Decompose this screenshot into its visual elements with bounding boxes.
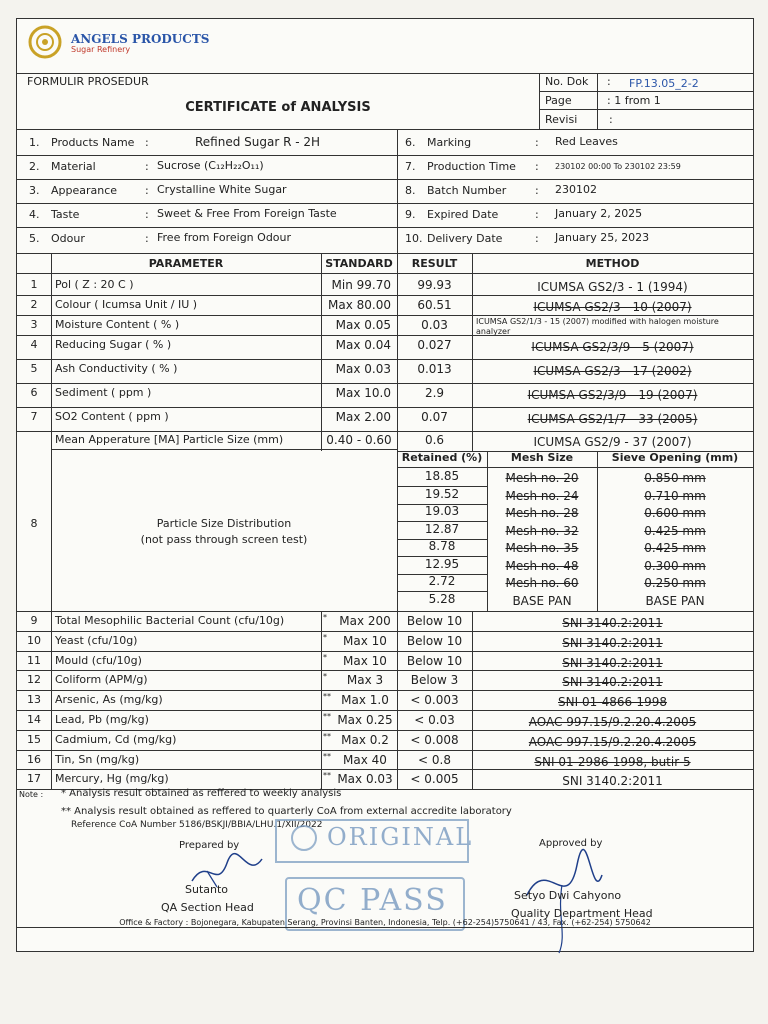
document-title: CERTIFICATE of ANALYSIS — [185, 100, 371, 115]
psd-sieve: BASE PAN — [645, 593, 705, 608]
info-right-value: January 25, 2023 — [555, 231, 650, 244]
no-dok-value: FP.13.05_2-2 — [629, 77, 699, 90]
table-divider — [17, 690, 753, 691]
info-right-sep: : — [535, 160, 539, 173]
row-lab-mark: ** — [323, 692, 331, 702]
info-left-value: Sweet & Free From Foreign Taste — [157, 207, 337, 220]
row-result: Below 10 — [406, 614, 463, 628]
row-standard: Min 99.70 — [331, 278, 391, 292]
row-lab-mark: * — [323, 613, 327, 622]
table-divider — [472, 253, 473, 451]
psd-retained: 5.28 — [428, 591, 456, 606]
table-divider — [17, 710, 753, 711]
row-method: ICUMSA GS2/3 - 10 (2007) — [533, 300, 692, 314]
row-standard: Max 200 — [339, 614, 391, 628]
row-number: 6 — [30, 386, 38, 399]
info-left-value: Free from Foreign Odour — [157, 231, 292, 244]
row-result: 2.9 — [424, 386, 445, 400]
row-parameter: Pol ( Z : 20 C ) — [55, 278, 134, 291]
row-method: SNI 3140.2:2011 — [562, 774, 663, 789]
info-right-num: 6. — [405, 136, 416, 149]
row-standard: Max 10 — [343, 653, 387, 668]
psd-sieve: 0.425 mm — [644, 523, 706, 538]
psd-mesh: Mesh no. 24 — [505, 488, 579, 503]
col-header-method: METHOD — [585, 257, 640, 270]
psd-subtitle: (not pass through screen test) — [140, 533, 308, 546]
row-parameter: Mould (cfu/10g) — [55, 653, 142, 667]
note-line-3: Reference CoA Number 5186/BSKJI/BBIA/LHU.1/XII/2022 — [71, 820, 323, 830]
psd-sieve: 0.300 mm — [644, 558, 706, 573]
row-lab-mark: * — [323, 652, 327, 662]
note-label: Note : — [19, 790, 44, 799]
info-left-label: Taste — [51, 208, 80, 221]
row8-method: ICUMSA GS2/9 - 37 (2007) — [533, 435, 692, 449]
row-lab-mark: ** — [323, 712, 331, 721]
row-number: 12 — [27, 673, 41, 687]
row-standard: Max 0.05 — [335, 318, 391, 332]
company-division: Sugar Refinery — [71, 45, 131, 54]
row-method: ICUMSA GS2/3/9 - 5 (2007) — [531, 340, 694, 354]
no-dok-label: No. Dok — [545, 75, 589, 88]
info-right-label: Production Time — [427, 160, 516, 173]
row-number: 14 — [27, 713, 41, 726]
table-divider — [597, 451, 598, 611]
table-divider — [472, 611, 473, 789]
approved-title: Quality Department Head — [511, 907, 653, 920]
row-result: Below 10 — [406, 653, 463, 668]
psd-header-mesh: Mesh Size — [510, 451, 574, 464]
info-right-label: Delivery Date — [427, 232, 503, 245]
info-right-label: Batch Number — [427, 184, 507, 197]
page-value: : 1 from 1 — [607, 94, 661, 107]
table-divider — [321, 253, 322, 451]
row-method: ICUMSA GS2/3 - 17 (2002) — [533, 364, 692, 378]
info-left-value: Crystalline White Sugar — [157, 183, 287, 196]
psd-retained: 2.72 — [428, 574, 456, 588]
original-stamp-text: ORIGINAL — [327, 823, 474, 851]
info-right-num: 7. — [405, 160, 416, 173]
psd-mesh: BASE PAN — [512, 593, 572, 608]
row-parameter: Reducing Sugar ( % ) — [55, 338, 172, 351]
row-standard: Max 40 — [343, 752, 387, 767]
row-number: 8 — [30, 517, 38, 530]
row-number: 9 — [30, 614, 38, 627]
table-divider — [17, 750, 753, 751]
row-method: SNI 3140.2:2011 — [562, 635, 663, 650]
psd-sieve: 0.600 mm — [644, 506, 706, 520]
info-left-num: 2. — [29, 160, 40, 173]
info-left-sep: : — [145, 160, 149, 173]
info-right-sep: : — [535, 232, 539, 245]
table-divider — [321, 611, 322, 789]
info-left-label: Odour — [51, 232, 85, 245]
certificate-page — [16, 18, 754, 952]
row-result: < 0.005 — [410, 772, 459, 787]
note-line-1: * Analysis result obtained as reffered to weekly analysis — [61, 788, 342, 799]
row-parameter: Total Mesophilic Bacterial Count (cfu/10g) — [55, 614, 285, 627]
psd-retained: 8.78 — [428, 539, 456, 553]
info-left-label: Products Name — [51, 136, 135, 149]
row-standard: Max 2.00 — [335, 410, 391, 424]
row-lab-mark: * — [323, 632, 327, 642]
info-left-label: Appearance — [51, 184, 118, 197]
row-number: 15 — [27, 732, 41, 746]
psd-retained: 19.03 — [424, 504, 460, 518]
table-divider — [17, 359, 753, 360]
row-number: 5 — [30, 362, 38, 375]
info-right-sep: : — [535, 208, 539, 221]
row8-parameter: Mean Apperature [MA] Particle Size (mm) — [55, 433, 284, 446]
table-divider — [17, 631, 753, 632]
psd-sieve: 0.250 mm — [644, 576, 706, 590]
table-divider — [17, 273, 753, 274]
row-method: SNI 3140.2:2011 — [562, 675, 663, 690]
row-number: 1 — [30, 278, 38, 291]
row-standard: Max 80.00 — [328, 298, 391, 312]
company-logo-icon — [23, 25, 67, 59]
table-divider — [17, 651, 753, 652]
table-divider — [17, 295, 753, 296]
qc-pass-stamp-text: QC PASS — [297, 883, 448, 918]
table-divider — [51, 449, 397, 450]
row-standard: Max 10 — [343, 633, 387, 648]
row-parameter: SO2 Content ( ppm ) — [55, 410, 169, 423]
row-standard: Max 0.03 — [337, 772, 393, 787]
row-parameter: Ash Conductivity ( % ) — [55, 362, 178, 375]
table-divider — [17, 407, 753, 408]
row-method: SNI 3140.2:2011 — [562, 616, 663, 630]
info-left-num: 3. — [29, 184, 40, 197]
table-divider — [51, 253, 52, 789]
info-right-value: January 2, 2025 — [555, 207, 643, 220]
row-method: AOAC 997.15/9.2.20.4.2005 — [528, 715, 697, 729]
col-header-result: RESULT — [411, 257, 458, 270]
table-divider — [17, 730, 753, 731]
info-left-label: Material — [51, 160, 96, 173]
info-left-sep: : — [145, 232, 149, 245]
info-right-num: 9. — [405, 208, 416, 221]
info-right-label: Marking — [427, 136, 472, 149]
row-method: SNI 01-2986-1998, butir 5 — [534, 754, 691, 769]
psd-retained: 18.85 — [424, 469, 460, 483]
row-result: 0.03 — [421, 318, 448, 332]
row-method: SNI 01-4866-1998 — [558, 695, 667, 710]
row-standard: Max 10.0 — [335, 386, 391, 400]
prepared-name: Sutanto — [185, 883, 229, 896]
info-right-num: 10. — [405, 232, 423, 245]
row-number: 10 — [27, 633, 41, 647]
psd-retained: 12.95 — [424, 556, 460, 571]
table-divider — [17, 335, 753, 336]
psd-mesh: Mesh no. 20 — [505, 471, 579, 485]
revisi-label: Revisi — [545, 113, 578, 126]
psd-retained: 12.87 — [424, 521, 460, 536]
row8-standard: 0.40 - 0.60 — [326, 433, 392, 447]
psd-retained: 19.52 — [424, 486, 460, 501]
table-divider — [397, 253, 398, 789]
stamp-seal-icon — [291, 825, 317, 851]
no-dok-sep: : — [607, 75, 611, 88]
row-parameter: Mercury, Hg (mg/kg) — [55, 772, 169, 786]
table-divider — [17, 383, 753, 384]
info-right-value: 230102 — [555, 183, 597, 196]
info-divider — [17, 155, 753, 156]
page-label: Page — [545, 94, 572, 107]
row-standard: Max 0.25 — [337, 713, 393, 727]
company-name: ANGELS PRODUCTS — [71, 32, 210, 46]
psd-mesh: Mesh no. 48 — [505, 558, 579, 573]
row-result: 0.07 — [421, 410, 448, 424]
psd-sieve: 0.850 mm — [644, 471, 706, 485]
prepared-by-label: Prepared by — [179, 840, 240, 851]
col-header-standard: STANDARD — [325, 257, 393, 270]
prepared-title: QA Section Head — [161, 901, 254, 914]
table-divider — [397, 467, 753, 468]
info-left-value: Sucrose (C₁₂H₂₂O₁₁) — [157, 159, 264, 172]
info-divider — [17, 253, 753, 254]
info-left-num: 5. — [29, 232, 40, 245]
info-divider — [17, 203, 753, 204]
info-right-value: Red Leaves — [555, 135, 618, 148]
note-line-2: ** Analysis result obtained as reffered to quarterly CoA from external accredite laboratory — [61, 806, 512, 817]
row-result: 0.013 — [417, 362, 452, 376]
row-result: < 0.03 — [414, 713, 455, 727]
row-parameter: Lead, Pb (mg/kg) — [55, 713, 149, 726]
approved-name: Setyo Dwi Cahyono — [514, 889, 622, 902]
info-right-num: 8. — [405, 184, 416, 197]
row-lab-mark: ** — [323, 751, 331, 761]
info-left-num: 4. — [29, 208, 40, 221]
row-parameter: Coliform (APM/g) — [55, 673, 148, 687]
info-right-value: 230102 00:00 To 230102 23:59 — [555, 162, 681, 171]
row-result: Below 10 — [406, 633, 463, 648]
psd-mesh: Mesh no. 60 — [505, 576, 579, 590]
info-left-sep: : — [145, 208, 149, 221]
row-result: Below 3 — [410, 673, 459, 688]
table-divider — [17, 431, 753, 432]
info-right-sep: : — [535, 136, 539, 149]
row-number: 16 — [27, 752, 41, 766]
row-standard: Max 0.04 — [335, 338, 391, 352]
row-lab-mark: * — [323, 672, 327, 682]
row-parameter: Arsenic, As (mg/kg) — [55, 693, 163, 707]
row-parameter: Colour ( Icumsa Unit / IU ) — [55, 298, 198, 311]
psd-sieve: 0.425 mm — [644, 541, 706, 555]
psd-mesh: Mesh no. 35 — [505, 541, 579, 555]
table-divider — [487, 451, 488, 611]
row-number: 4 — [30, 338, 38, 351]
row-result: < 0.008 — [410, 732, 459, 747]
row-result: < 0.003 — [410, 693, 459, 708]
row-lab-mark: ** — [323, 771, 331, 781]
col-header-parameter: PARAMETER — [148, 257, 224, 270]
info-right-label: Expired Date — [427, 208, 499, 221]
approved-by-label: Approved by — [539, 838, 603, 849]
form-label: FORMULIR PROSEDUR — [27, 75, 149, 88]
row-standard: Max 0.03 — [335, 362, 391, 376]
table-divider — [17, 611, 753, 612]
row-number: 2 — [30, 298, 38, 311]
psd-header-sieve: Sieve Opening (mm) — [611, 451, 739, 464]
row-parameter: Cadmium, Cd (mg/kg) — [55, 732, 177, 746]
info-divider — [17, 179, 753, 180]
row-result: < 0.8 — [418, 752, 451, 767]
info-left-sep: : — [145, 136, 149, 149]
row-number: 11 — [27, 653, 41, 667]
info-left-num: 1. — [29, 136, 40, 149]
row-parameter: Yeast (cfu/10g) — [55, 633, 138, 647]
row-method: ICUMSA GS2/3/9 - 19 (2007) — [527, 388, 698, 402]
row-number: 3 — [30, 318, 38, 331]
info-right-sep: : — [535, 184, 539, 197]
row-number: 7 — [30, 410, 38, 423]
row-result: 0.027 — [417, 338, 452, 352]
psd-mesh: Mesh no. 28 — [505, 506, 579, 520]
row-method: ICUMSA GS2/3 - 1 (1994) — [537, 280, 688, 294]
row-result: 99.93 — [417, 278, 452, 292]
row-method: AOAC 997.15/9.2.20.4.2005 — [528, 734, 697, 749]
row-result: 60.51 — [417, 298, 452, 312]
row-parameter: Moisture Content ( % ) — [55, 318, 180, 331]
table-divider — [17, 769, 753, 770]
psd-mesh: Mesh no. 32 — [505, 523, 579, 538]
table-divider — [17, 315, 753, 316]
row-standard: Max 3 — [346, 673, 384, 688]
row-standard: Max 1.0 — [341, 693, 389, 708]
row-parameter: Tin, Sn (mg/kg) — [55, 752, 140, 766]
row-parameter: Sediment ( ppm ) — [55, 386, 152, 399]
row-standard: Max 0.2 — [341, 732, 389, 747]
psd-title: Particle Size Distribution — [156, 517, 292, 530]
revisi-value: : — [609, 113, 613, 126]
row-method: ICUMSA GS2/1/3 - 15 (2007) modified with halogen moisture analyzer — [476, 317, 719, 336]
row-method: ICUMSA GS2/1/7 - 33 (2005) — [527, 412, 698, 426]
info-left-value: Refined Sugar R - 2H — [195, 135, 321, 149]
row-number: 17 — [27, 772, 41, 786]
row-lab-mark: ** — [323, 731, 331, 741]
info-left-sep: : — [145, 184, 149, 197]
original-stamp — [275, 819, 474, 863]
row-number: 13 — [27, 693, 41, 707]
psd-sieve: 0.710 mm — [644, 488, 706, 503]
psd-header-retained: Retained (%) — [401, 451, 483, 464]
row8-result: 0.6 — [424, 433, 445, 447]
info-divider — [17, 227, 753, 228]
footer-address: Office & Factory : Bojonegara, Kabupaten Serang, Provinsi Banten, Indonesia, Telp. (+62-254)5750641 / 43, Fax. (+62-254) 5750642 — [119, 918, 651, 927]
row-method: SNI 3140.2:2011 — [562, 655, 663, 670]
table-divider — [17, 670, 753, 671]
